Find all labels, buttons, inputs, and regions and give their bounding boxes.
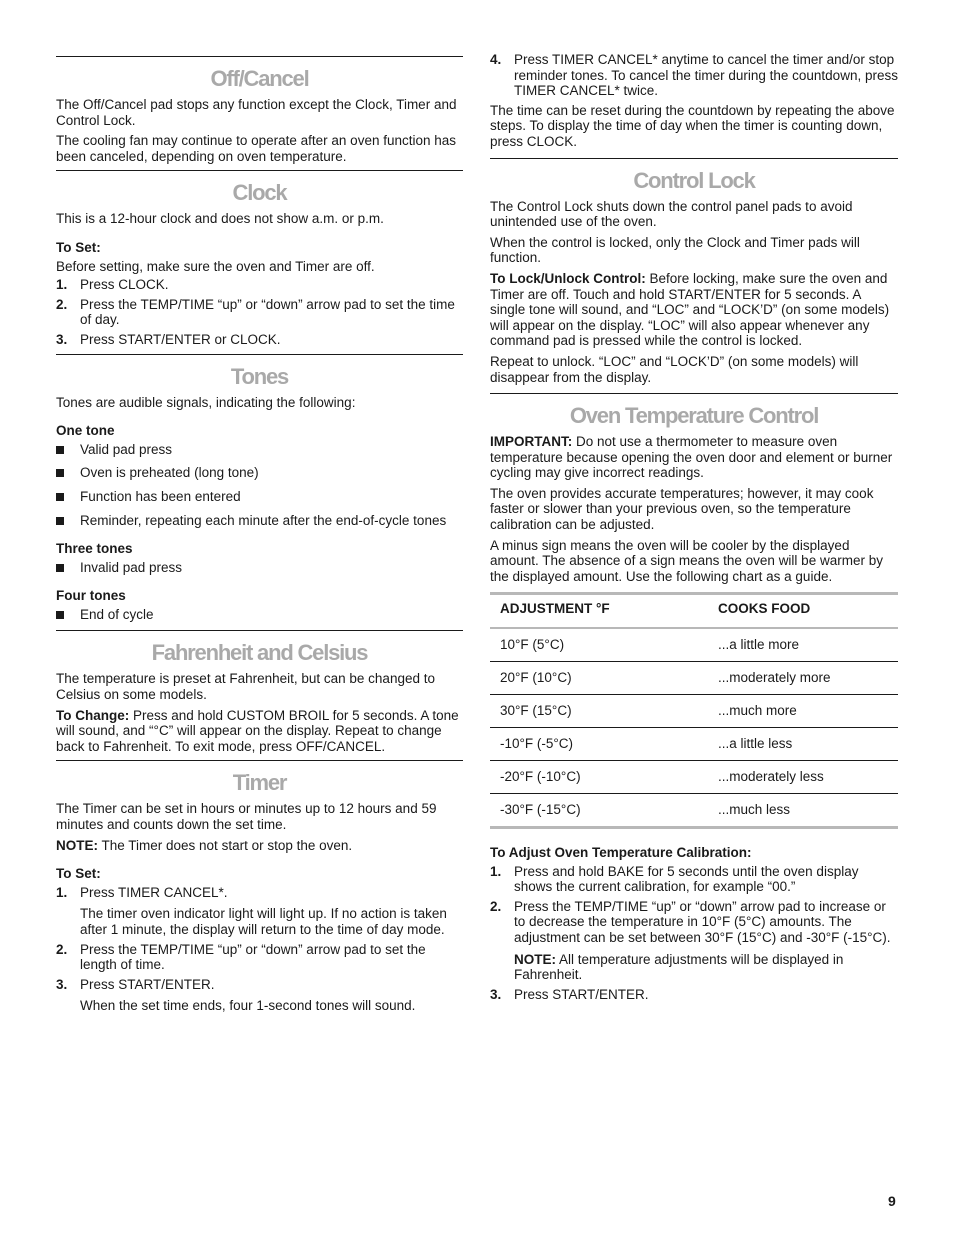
calibration-table — [490, 592, 898, 829]
table-cell: ...moderately more — [708, 662, 898, 695]
bullet-icon — [56, 493, 64, 501]
table-row — [490, 662, 898, 695]
table-cell: -30°F (-15°C) — [490, 794, 708, 828]
control-lock-text-2: When the control is locked, only the Clock and Timer pads will function. — [490, 234, 860, 266]
fahrenheit-text-1: The temperature is preset at Fahrenheit, but can be changed to Celsius on some models. — [56, 671, 435, 703]
page-number: 9 — [888, 1193, 896, 1209]
oven-temp-important: IMPORTANT: Do not use a thermometer to measure oven temperature because opening the oven door and element or burner cycling may give incorrect readings. — [490, 434, 893, 481]
table-cell: 30°F (15°C) — [490, 695, 708, 728]
right-column — [490, 50, 898, 1006]
clock-intro: This is a 12-hour clock and does not show a.m. or p.m. — [56, 211, 384, 227]
table-cell: ...moderately less — [708, 761, 898, 794]
table-cell: -20°F (-10°C) — [490, 761, 708, 794]
section-divider — [490, 158, 898, 159]
table-row — [490, 695, 898, 728]
timer-heading: Timer — [232, 770, 287, 796]
timer-steps — [56, 885, 463, 1014]
table-cell: ...much less — [708, 794, 898, 828]
list-item: 3. Press START/ENTER. — [490, 986, 649, 1002]
bullet-icon — [56, 517, 64, 525]
section-divider — [490, 393, 898, 394]
list-item: 2. Press the TEMP/TIME “up” or “down” arrow pad to set the time of day. — [56, 296, 455, 328]
bullet-icon — [56, 611, 64, 619]
control-lock-text-4: Repeat to unlock. “LOC” and “LOCK’D” (on some models) will disappear from the display. — [490, 353, 859, 385]
clock-before-text: Before setting, make sure the oven and Timer are off. — [56, 258, 375, 274]
off-cancel-text-2: The cooling fan may continue to operate after an oven function has been canceled, depending on oven temperature. — [56, 133, 457, 164]
table-row — [490, 761, 898, 794]
oven-temp-text-2: The oven provides accurate temperatures; however, it may cook faster or slower than your previous oven, so the temperature calibration can be adjusted. — [490, 485, 874, 533]
table-cell: 10°F (5°C) — [490, 628, 708, 662]
list-item: 1. Press and hold BAKE for 5 seconds until the oven display shows the current calibration, for example “00.” — [490, 863, 859, 895]
oven-temp-text-3: A minus sign means the oven will be cooler by the displayed amount. The absence of a sign means the oven will be warmer by the displayed amount. Use the following chart as a guide. — [490, 537, 883, 584]
four-tones-label: Four tones — [56, 588, 126, 604]
one-tone-list — [56, 442, 463, 528]
one-tone-label: One tone — [56, 423, 115, 439]
calibration-steps — [490, 864, 898, 1003]
tones-intro: Tones are audible signals, indicating the following: — [56, 394, 356, 410]
list-item: 1. Press CLOCK. — [56, 277, 169, 293]
left-column — [56, 50, 463, 1018]
section-divider — [56, 354, 463, 355]
table-cell: 20°F (10°C) — [490, 662, 708, 695]
table-row — [490, 628, 898, 662]
timer-note: NOTE: The Timer does not start or stop the oven. — [56, 837, 353, 853]
control-lock-text-3: To Lock/Unlock Control: Before locking, make sure the oven and Timer are off. Touch and hold START/ENTER for 5 seconds. A single tone will sound, and “LOC” and “LOCK’D” (on some models) will appear on the display. “LOC” will also appear whenever any command pad is pressed while the control is locked. — [490, 270, 890, 349]
clock-heading: Clock — [232, 180, 287, 206]
list-item: 3. Press START/ENTER or CLOCK. — [56, 331, 281, 347]
control-lock-text-1: The Control Lock shuts down the control panel pads to avoid unintended use of the oven. — [490, 198, 853, 230]
list-item: Invalid pad press — [56, 560, 463, 576]
timer-reset-text: The time can be reset during the countdown by repeating the above steps. To display the time of day when the timer is counting down, press CLOCK. — [490, 102, 895, 149]
list-item: 3. Press START/ENTER. When the set time ends, four 1-second tones will sound. — [56, 976, 416, 1014]
bullet-icon — [56, 469, 64, 477]
list-item: Oven is preheated (long tone) — [56, 465, 463, 481]
timer-steps-continued — [490, 52, 898, 99]
list-item: 2. Press the TEMP/TIME “up” or “down” arrow pad to set the length of time. — [56, 941, 426, 973]
section-divider — [56, 760, 463, 761]
table-row — [490, 794, 898, 828]
calibration-note: NOTE: All temperature adjustments will be displayed in Fahrenheit. — [514, 951, 844, 983]
fahrenheit-text-2: To Change: Press and hold CUSTOM BROIL for 5 seconds. A tone will sound, and “°C” will appear on the display. Repeat to change back to Fahrenheit. To exit mode, press OFF/CANCEL. — [56, 707, 459, 754]
table-header-row — [490, 594, 898, 628]
bullet-icon — [56, 564, 64, 572]
list-item: 1. Press TIMER CANCEL*. The timer oven indicator light will light up. If no action is taken after 1 minute, the display will return to the time of day mode. — [56, 884, 447, 937]
timer-text-1: The Timer can be set in hours or minutes up to 12 hours and 59 minutes and counts down the set time. — [56, 801, 437, 833]
list-item: Function has been entered — [56, 489, 463, 505]
table-header: COOKS FOOD — [708, 594, 898, 628]
table-cell: ...much more — [708, 695, 898, 728]
four-tones-list — [56, 607, 463, 623]
table-cell: -10°F (-5°C) — [490, 728, 708, 761]
off-cancel-text-1: The Off/Cancel pad stops any function except the Clock, Timer and Control Lock. — [56, 97, 457, 128]
table-header: ADJUSTMENT °F — [490, 594, 708, 628]
oven-temp-heading: Oven Temperature Control — [569, 403, 819, 429]
table-row — [490, 728, 898, 761]
adjust-calibration-label: To Adjust Oven Temperature Calibration: — [490, 845, 752, 861]
section-divider — [56, 630, 463, 631]
list-item: 2. Press the TEMP/TIME “up” or “down” arrow pad to increase or to decrease the temperature in 10°F (5°C) amounts. The adjustment can be set between 30°F (15°C) and -30°F (-15°C). NOTE: All temperature adjustments will be displayed in Fahrenheit. — [490, 899, 898, 983]
tones-heading: Tones — [230, 363, 289, 389]
list-item: End of cycle — [56, 607, 463, 623]
three-tones-label: Three tones — [56, 541, 133, 557]
timer-to-set-label: To Set: — [56, 866, 101, 882]
three-tones-list — [56, 560, 463, 576]
off-cancel-heading: Off/Cancel — [210, 66, 309, 91]
clock-to-set-label: To Set: — [56, 239, 101, 255]
list-item: Valid pad press — [56, 442, 463, 458]
table-cell: ...a little less — [708, 728, 898, 761]
list-item: 4. Press TIMER CANCEL* anytime to cancel the timer and/or stop reminder tones. To cancel the timer during the countdown, press TIMER CANCEL* twice. — [490, 52, 898, 99]
control-lock-heading: Control Lock — [633, 167, 755, 193]
fahrenheit-heading: Fahrenheit and Celsius — [151, 640, 368, 666]
section-divider — [56, 56, 463, 57]
list-item: Reminder, repeating each minute after the end-of-cycle tones — [56, 513, 463, 529]
section-divider — [56, 170, 463, 171]
table-cell: ...a little more — [708, 628, 898, 662]
clock-steps — [56, 277, 463, 347]
bullet-icon — [56, 446, 64, 454]
